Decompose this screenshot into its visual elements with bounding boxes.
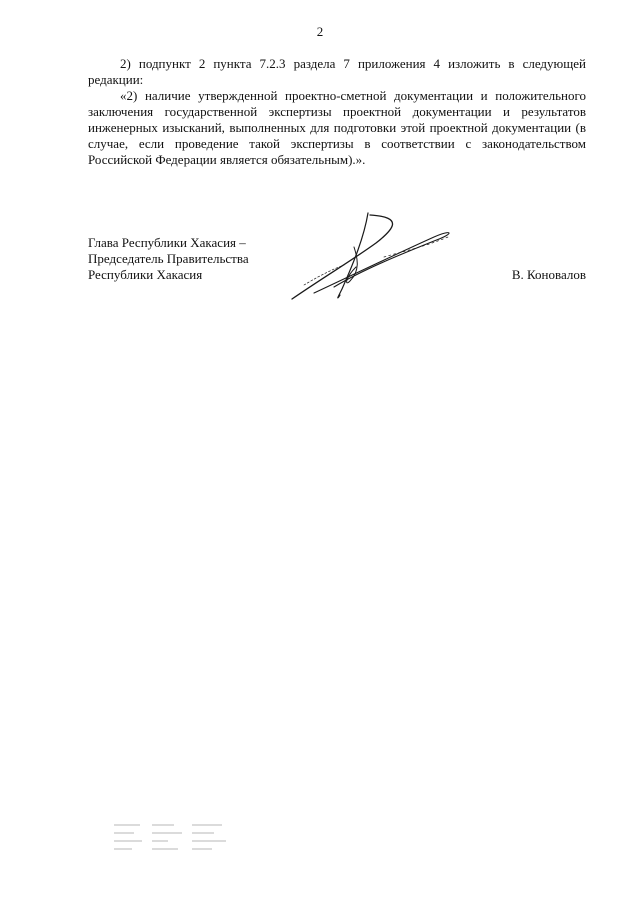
signer-title [88,235,308,283]
amendment-paragraph: 2) подпункт 2 пункта 7.2.3 раздела 7 приложения 4 изложить в следующей редакции: [88,56,586,87]
signer-title-line: Республики Хакасия [88,267,203,282]
signer-title-line: Председатель Правительства [88,251,249,266]
signer-title-line: Глава Республики Хакасия – [88,235,246,250]
faint-registration-mark [112,818,232,856]
amendment-quoted-text: «2) наличие утвержденной проектно-сметной документации и положительного заключения государственной экспертизы проектной документации и результатов инженерных изысканий, выполненных для подготовки этой проектной документации (в случае, если проведение такой экспертизы в соответствии с законодательством Российской Федерации является обязательным).». [88,88,586,167]
signer-name: В. Коновалов [511,267,586,282]
handwritten-signature [284,207,464,307]
signature-block [88,235,586,315]
page-number: 2 [316,24,324,39]
document-body [88,56,586,168]
